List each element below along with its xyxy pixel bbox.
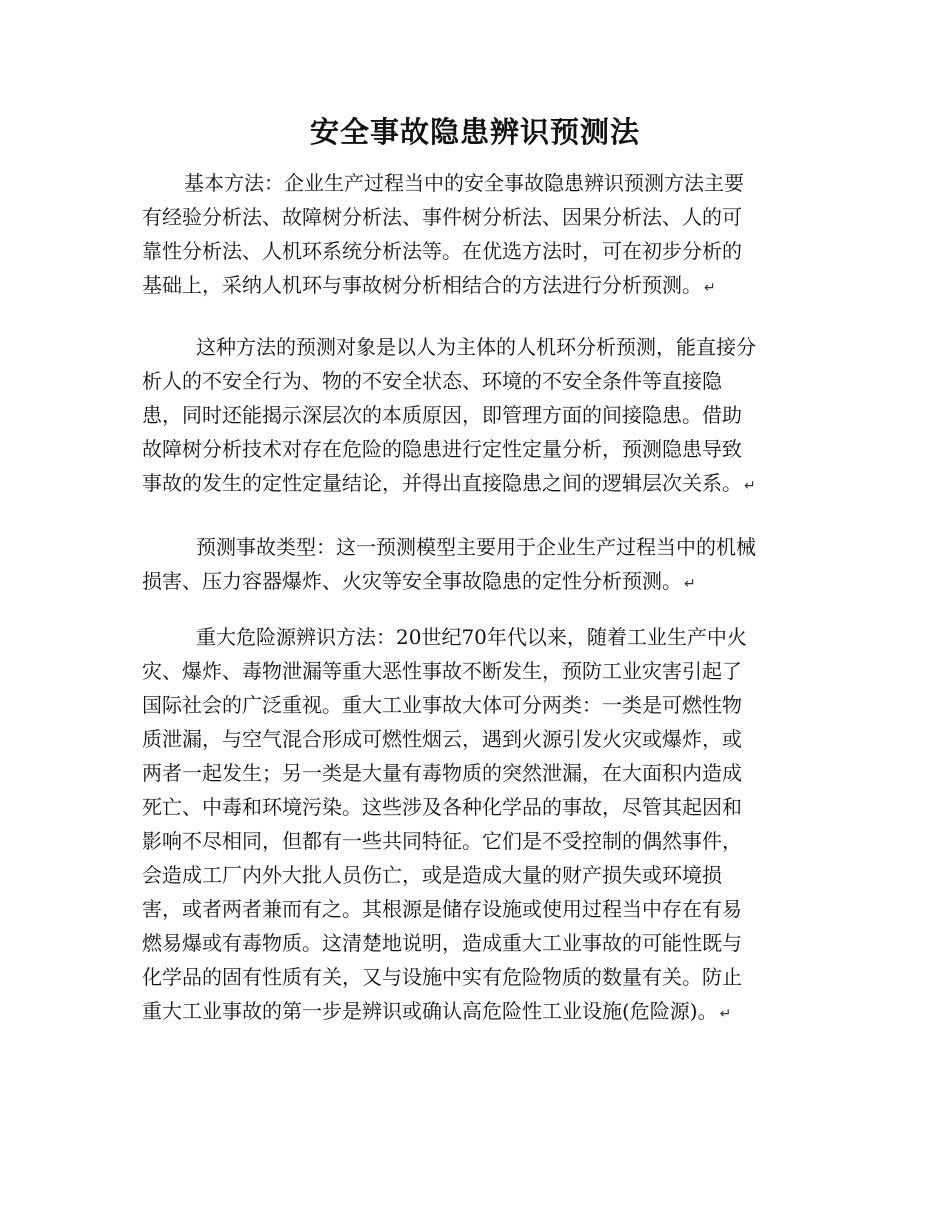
paragraph-line: 事故的发生的定性定量结论，并得出直接隐患之间的逻辑层次关系。 ↵ [142,471,756,495]
paragraph-line: 燃易爆或有毒物质。这清楚地说明，造成重大工业事故的可能性既与 [142,931,742,955]
paragraph-mark-icon: ↵ [719,1006,732,1022]
paragraph-mark-icon: ↵ [704,280,716,296]
paragraph-line: 预测事故类型：这一预测模型主要用于企业生产过程当中的机械 [196,535,756,559]
paragraph-accident-types [142,530,756,598]
paragraph-line: 重大工业事故的第一步是辨识或确认高危险性工业设施(危险源)。 ↵ [142,999,732,1023]
paragraph-line: 灾、爆炸、毒物泄漏等重大恶性事故不断发生，预防工业灾害引起了 [142,659,742,683]
paragraph-line: 化学品的固有性质有关，又与设施中实有危险物质的数量有关。防止 [142,965,742,989]
paragraph-basic-method [142,166,744,302]
paragraph-line: 重大危险源辨识方法：20世纪70年代以来，随着工业生产中火 [196,625,747,649]
paragraph-line: 死亡、中毒和环境污染。这些涉及各种化学品的事故，尽管其起因和 [142,795,742,819]
paragraph-prediction-object [142,330,756,500]
paragraph-line: 患，同时还能揭示深层次的本质原因，即管理方面的间接隐患。借助 [142,403,742,427]
paragraph-line: 有经验分析法、故障树分析法、事件树分析法、因果分析法、人的可 [142,205,742,229]
paragraph-mark-icon: ↵ [684,576,696,592]
paragraph-line: 故障树分析技术对存在危险的隐患进行定性定量分析，预测隐患导致 [142,437,742,461]
paragraph-line: 这种方法的预测对象是以人为主体的人机环分析预测，能直接分 [196,335,756,359]
paragraph-line: 质泄漏，与空气混合形成可燃性烟云，遇到火源引发火灾或爆炸，或 [142,727,742,751]
paragraph-line: 靠性分析法、人机环系统分析法等。在优选方法时，可在初步分析的 [142,239,742,263]
paragraph-line: 基本方法：企业生产过程当中的安全事故隐患辨识预测方法主要 [184,171,744,195]
paragraph-major-hazard [142,620,747,1028]
paragraph-line: 影响不尽相同，但都有一些共同特征。它们是不受控制的偶然事件， [142,829,742,853]
paragraph-line: 会造成工厂内外大批人员伤亡，或是造成大量的财产损失或环境损 [142,863,722,887]
paragraph-line: 两者一起发生；另一类是大量有毒物质的突然泄漏，在大面积内造成 [142,761,742,785]
page-title: 安全事故隐患辨识预测法 [309,115,640,149]
paragraph-line: 析人的不安全行为、物的不安全状态、环境的不安全条件等直接隐 [142,369,722,393]
paragraph-line: 损害、压力容器爆炸、火灾等安全事故隐患的定性分析预测。 ↵ [142,569,696,593]
paragraph-line: 基础上，采纳人机环与事故树分析相结合的方法进行分析预测。 ↵ [142,273,716,297]
paragraph-line: 害，或者两者兼而有之。其根源是储存设施或使用过程当中存在有易 [142,897,742,921]
paragraph-mark-icon: ↵ [744,478,756,494]
paragraph-line: 国际社会的广泛重视。重大工业事故大体可分两类：一类是可燃性物 [142,693,742,717]
